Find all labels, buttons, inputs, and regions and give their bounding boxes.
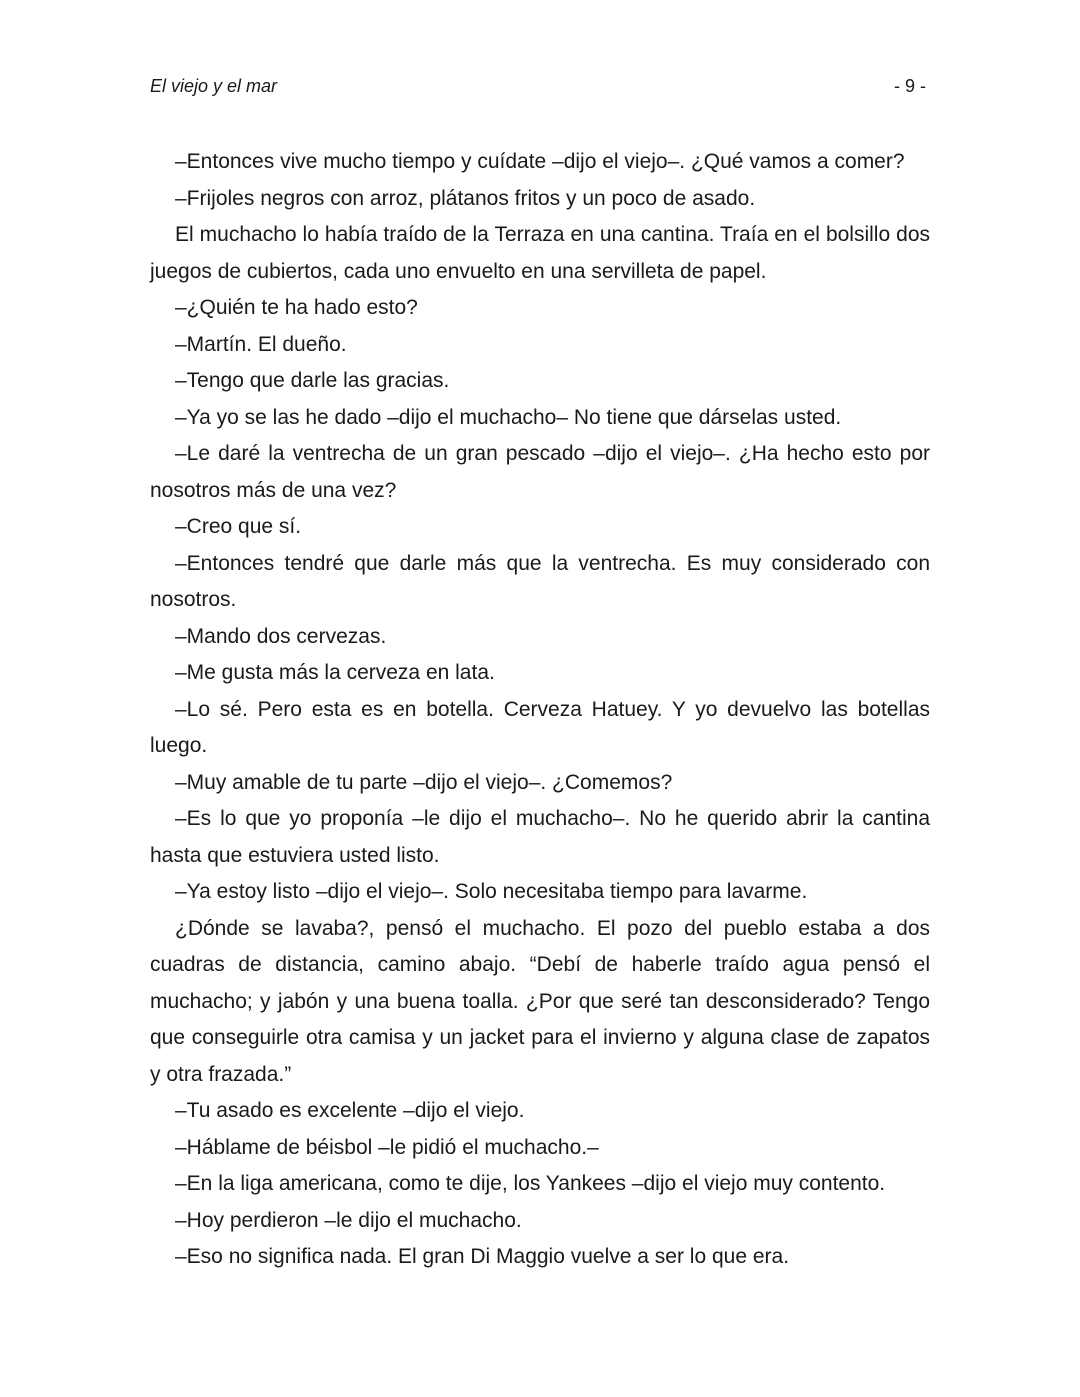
paragraph: –Le daré la ventrecha de un gran pescado –dijo el viejo–. ¿Ha hecho esto por nosotros más de una vez? — [150, 442, 930, 502]
paragraph: –Tu asado es excelente –dijo el viejo. — [175, 1099, 525, 1122]
paragraph: –Mando dos cervezas. — [175, 624, 387, 648]
paragraph: –Ya yo se las he dado –dijo el muchacho– No tiene que dárselas usted. — [175, 405, 842, 429]
paragraph: –Lo sé. Pero esta es en botella. Cerveza Hatuey. Y yo devuelvo las botellas luego. — [150, 697, 930, 757]
paragraph: –Frijoles negros con arroz, plátanos fritos y un poco de asado. — [175, 186, 756, 210]
paragraph: –Ya estoy listo –dijo el viejo–. Solo necesitaba tiempo para lavarme. — [175, 880, 808, 903]
paragraph: –Es lo que yo proponía –le dijo el muchacho–. No he querido abrir la cantina hasta que estuviera usted listo. — [150, 807, 930, 867]
paragraph: –Me gusta más la cerveza en lata. — [175, 661, 495, 684]
paragraph: –Eso no significa nada. El gran Di Maggio vuelve a ser lo que era. — [175, 1245, 790, 1268]
paragraph: –Creo que sí. — [175, 515, 302, 538]
paragraph: –Háblame de béisbol –le pidió el muchacho.– — [175, 1135, 599, 1159]
paragraph: –Entonces tendré que darle más que la ventrecha. Es muy considerado con nosotros. — [150, 551, 930, 611]
page-body — [150, 144, 930, 1276]
book-title: El viejo y el mar — [150, 76, 278, 96]
paragraph: El muchacho lo había traído de la Terraza en una cantina. Traía en el bolsillo dos juegos de cubiertos, cada uno envuelto en una servilleta de papel. — [150, 223, 930, 283]
page-number: - 9 - — [893, 76, 926, 96]
paragraph: –¿Quién te ha hado esto? — [175, 296, 418, 319]
paragraph: –Entonces vive mucho tiempo y cuídate –dijo el viejo–. ¿Qué vamos a comer? — [175, 150, 905, 173]
paragraph: –En la liga americana, como te dije, los Yankees –dijo el viejo muy contento. — [175, 1172, 886, 1195]
paragraph: ¿Dónde se lavaba?, pensó el muchacho. El pozo del pueblo estaba a dos cuadras de distancia, camino abajo. “Debí de haberle traído agua pensó el muchacho; y jabón y una buena toalla. ¿Por que seré tan desconsiderado? Tengo que conseguirle otra camisa y un jacket para el invierno y alguna clase de zapatos y otra frazada.” — [150, 916, 930, 1086]
paragraph: –Muy amable de tu parte –dijo el viejo–. ¿Comemos? — [175, 770, 673, 794]
page-header — [150, 74, 930, 100]
paragraph: –Martín. El dueño. — [175, 332, 347, 356]
paragraph: –Hoy perdieron –le dijo el muchacho. — [175, 1208, 522, 1232]
paragraph: –Tengo que darle las gracias. — [175, 369, 450, 392]
